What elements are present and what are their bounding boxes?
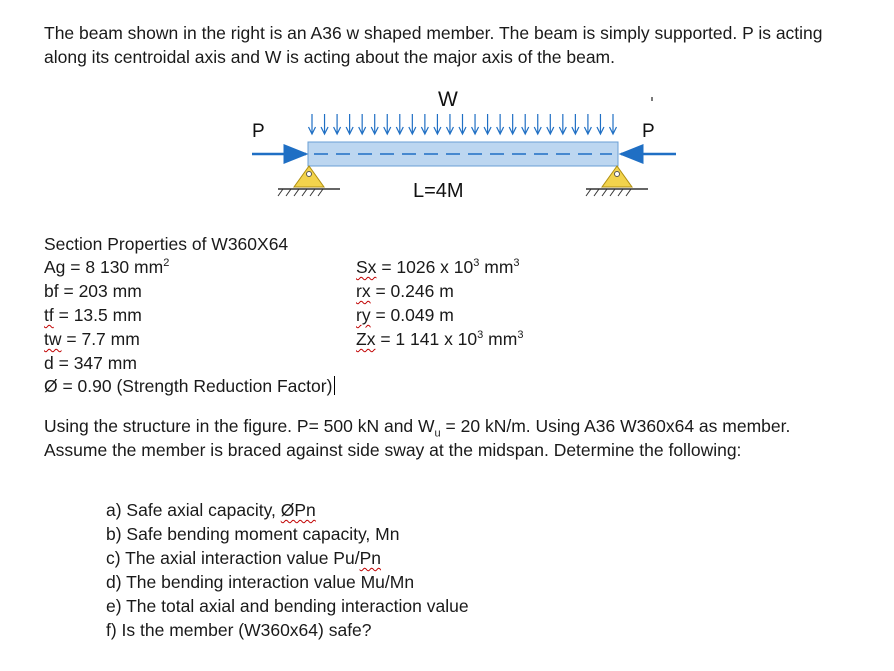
right-support bbox=[586, 166, 648, 196]
part-d: d) The bending interaction value Mu/Mn bbox=[106, 572, 415, 592]
part-f: f) Is the member (W360x64) safe? bbox=[106, 620, 372, 640]
part-c: c) The axial interaction value Pu/Pn bbox=[106, 548, 381, 568]
load-label: W bbox=[438, 88, 458, 111]
prop-tf: tf = 13.5 mm bbox=[44, 305, 142, 325]
beam-body bbox=[308, 142, 618, 166]
prop-ry: ry = 0.049 m bbox=[356, 305, 454, 325]
question-paragraph: Using the structure in the figure. P= 500 kN and $W_u = 20$ kN/m. Using A36 W360x64 as member. Assume the member is braced against side sway at the midspan. Determine the following: bbox=[44, 416, 791, 460]
prop-rx: rx = 0.246 m bbox=[356, 281, 454, 301]
strength-reduction-factor: Ø = 0.90 (Strength Reduction Factor) bbox=[44, 375, 335, 397]
problem-intro: The beam shown in the right is an A36 w shaped member. The beam is simply supported. P is acting along its centroidal axis and W is acting about the major axis of the beam. bbox=[44, 23, 823, 67]
prop-sx: Sx = 1026 x $10^3$ $mm^3$ bbox=[356, 257, 520, 277]
prop-bf: bf = 203 mm bbox=[44, 281, 142, 301]
span-label: L=4M bbox=[413, 180, 464, 202]
beam-diagram bbox=[0, 0, 894, 220]
section-title: Section Properties of W360X64 bbox=[44, 234, 289, 254]
part-e: e) The total axial and bending interaction value bbox=[106, 596, 469, 616]
part-b: b) Safe bending moment capacity, Mn bbox=[106, 524, 400, 544]
prop-zx: Zx = 1 141 x $10^3$ $mm^3$ bbox=[356, 329, 524, 349]
axial-label-right: P bbox=[642, 121, 655, 142]
prop-ag: Ag = 8 130 $mm^2$ bbox=[44, 257, 170, 277]
prop-tw: tw = 7.7 mm bbox=[44, 329, 140, 349]
text-cursor bbox=[334, 376, 335, 395]
distributed-load-arrows bbox=[309, 114, 617, 134]
axial-label-left: P bbox=[252, 121, 265, 142]
part-a: a) Safe axial capacity, ØPn bbox=[106, 500, 316, 520]
prop-d: d = 347 mm bbox=[44, 353, 137, 373]
left-support bbox=[278, 166, 340, 196]
